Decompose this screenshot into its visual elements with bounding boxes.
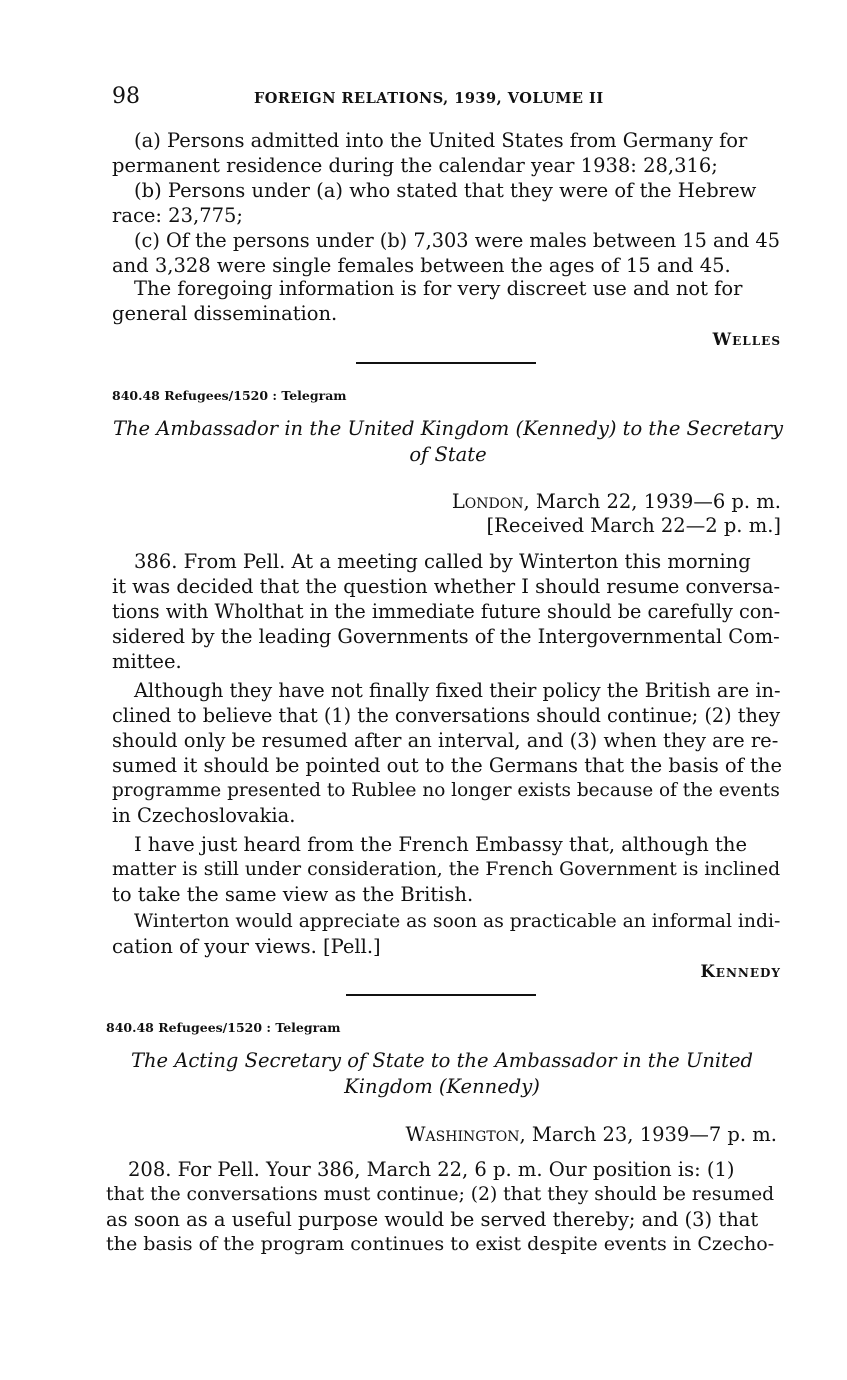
discreet-use-paragraph <box>112 276 784 326</box>
paragraph-line: to take the same view as the British. <box>112 883 474 906</box>
paragraph-line: sumed it should be pointed out to the Germans that the basis of the <box>112 754 783 777</box>
paragraph-line: should only be resumed after an interval, and (3) when they are re- <box>112 729 779 752</box>
file-reference: 840.48 Refugees/1520 : Telegram <box>112 388 347 403</box>
paragraph-line: 208. For Pell. Your 386, March 22, 6 p. m. Our position is: (1) <box>128 1158 735 1181</box>
paragraph-line: Although they have not finally fixed their policy the British are in- <box>134 679 781 702</box>
document-title <box>112 416 784 468</box>
list-line: and 3,328 were single females between the ages of 15 and 45. <box>112 254 731 277</box>
paragraph-line: 386. From Pell. At a meeting called by Winterton this morning <box>134 550 751 573</box>
statistics-list <box>112 128 784 278</box>
paragraph-line: that the conversations must continue; (2) that they should be resumed <box>106 1184 775 1205</box>
signature-kennedy: Kennedy <box>700 962 781 981</box>
file-reference: 840.48 Refugees/1520 : Telegram <box>106 1020 341 1035</box>
paragraph-line: mittee. <box>112 650 182 673</box>
telegram-paragraph <box>106 1157 778 1257</box>
title-line: The Acting Secretary of State to the Ambassador in the United <box>130 1049 754 1072</box>
title-line: Kingdom (Kennedy) <box>344 1075 540 1098</box>
dateline-place: London <box>451 490 524 513</box>
paragraph-line: The foregoing information is for very discreet use and not for <box>134 277 743 300</box>
telegram-paragraph <box>112 832 784 907</box>
list-line: permanent residence during the calendar year 1938: 28,316; <box>112 154 718 177</box>
paragraph-line: it was decided that the question whether I should resume conversa- <box>112 575 781 598</box>
paragraph-line: I have just heard from the French Embassy that, although the <box>134 833 747 856</box>
dateline-date: , March 23, 1939—7 p. m. <box>519 1123 777 1146</box>
list-line: (b) Persons under (a) who stated that they were of the Hebrew <box>134 179 757 202</box>
telegram-paragraph <box>112 909 784 959</box>
list-line: (c) Of the persons under (b) 7,303 were males between 15 and 45 <box>134 229 780 252</box>
section-divider <box>356 362 536 364</box>
title-line: The Ambassador in the United Kingdom (Kennedy) to the Secretary <box>112 417 784 440</box>
paragraph-line: tions with Wholthat in the immediate future should be carefully con- <box>112 600 781 623</box>
paragraph-line: sidered by the leading Governments of the Intergovernmental Com- <box>112 625 780 648</box>
dateline-place: Washington <box>405 1123 520 1146</box>
telegram-paragraph <box>112 678 784 828</box>
running-head: FOREIGN RELATIONS, 1939, VOLUME II <box>254 90 604 107</box>
paragraph-line: the basis of the program continues to exist despite events in Czecho- <box>106 1233 775 1255</box>
telegram-paragraph <box>112 549 784 674</box>
page-header <box>112 84 783 114</box>
paragraph-line: matter is still under consideration, the French Government is inclined <box>112 859 781 880</box>
paragraph-line: general dissemination. <box>112 302 338 325</box>
list-line: (a) Persons admitted into the United States from Germany for <box>134 129 748 152</box>
dateline-date: , March 22, 1939—6 p. m. <box>523 490 781 513</box>
dateline <box>452 490 781 513</box>
document-title <box>106 1048 778 1100</box>
section-divider <box>346 994 536 996</box>
title-line: of State <box>409 443 487 466</box>
paragraph-line: Winterton would appreciate as soon as practicable an informal indi- <box>134 911 781 932</box>
received-line: [Received March 22—2 p. m.] <box>486 514 781 537</box>
page-number: 98 <box>112 84 140 109</box>
paragraph-line: clined to believe that (1) the conversations should continue; (2) they <box>112 704 781 727</box>
paragraph-line: programme presented to Rublee no longer exists because of the events <box>112 780 780 801</box>
signature-welles: Welles <box>712 330 781 349</box>
paragraph-line: in Czechoslovakia. <box>112 804 296 827</box>
paragraph-line: as soon as a useful purpose would be served thereby; and (3) that <box>106 1208 759 1231</box>
dateline <box>406 1123 777 1146</box>
paragraph-line: cation of your views. [Pell.] <box>112 935 381 958</box>
list-line: race: 23,775; <box>112 204 243 227</box>
